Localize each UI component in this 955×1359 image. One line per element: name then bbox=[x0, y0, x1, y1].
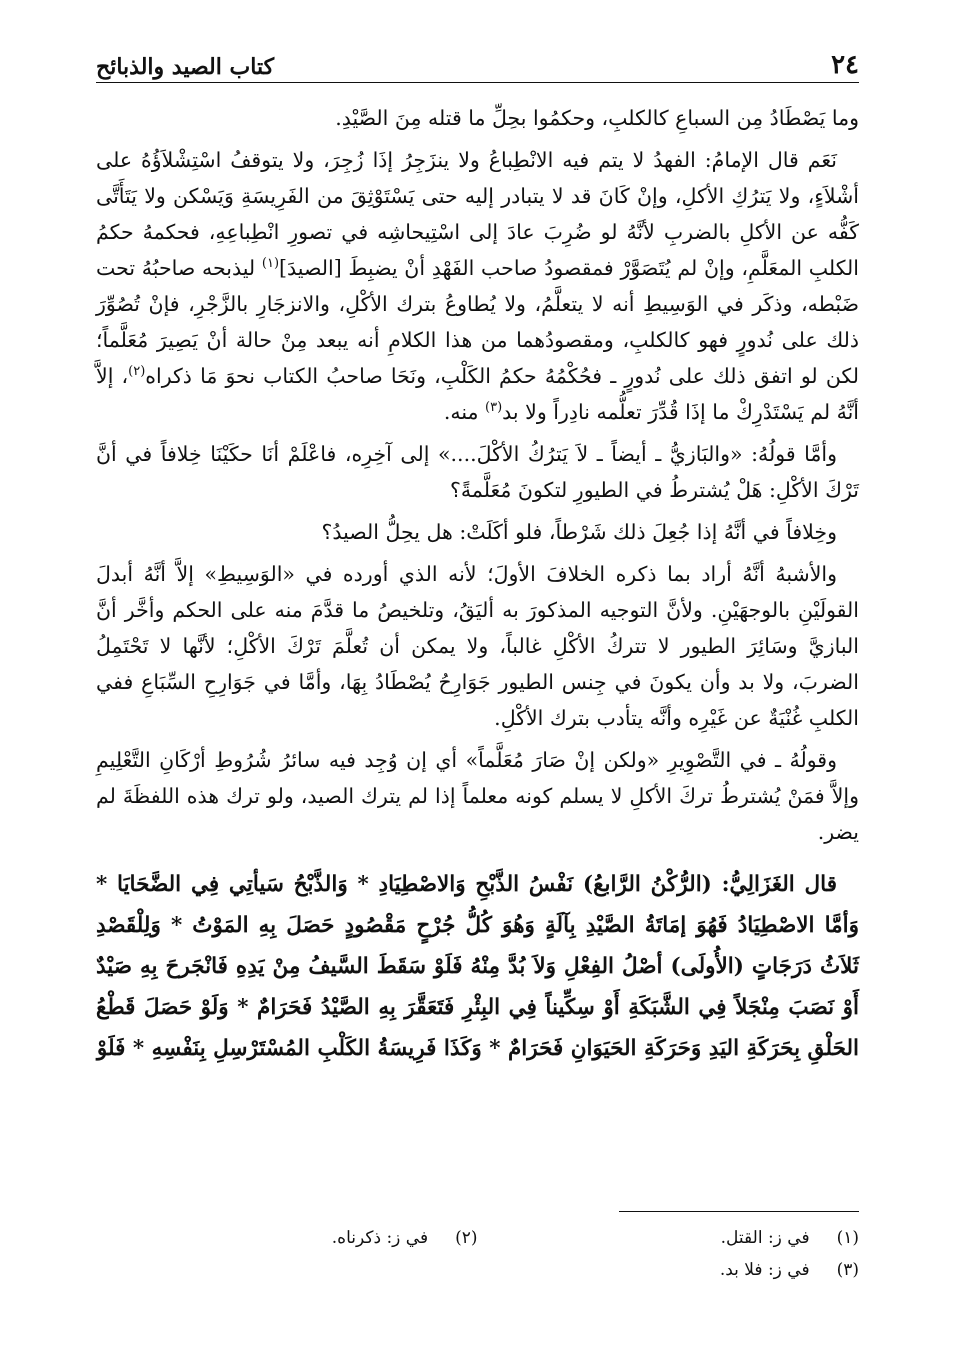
footnote-text: في ز: القتل. bbox=[720, 1228, 810, 1248]
footnote-ref[interactable]: (١) bbox=[261, 256, 280, 272]
footnote-text: في ز: ذكرناه. bbox=[331, 1228, 429, 1248]
footnotes bbox=[96, 1222, 859, 1286]
footnote-rule bbox=[619, 1211, 859, 1212]
footnote-number: (١) bbox=[836, 1228, 859, 1248]
page-header bbox=[96, 38, 859, 80]
footnote-text: في ز: فلا بد. bbox=[719, 1260, 810, 1280]
footnote bbox=[439, 1254, 859, 1286]
paragraph: وقولُهُ ـ في التَّصْوِيرِ «ولكن إنْ صَارَ مُعَلَّماً» أي إن وُجِد فيه سائرُ شُرُوطِ أرْكَانِ التَّعْلِيمِ وإلاَّ فمَنْ يُشترطُ تركَ الأكلِ لا يسلم كونه معلماً إذا لم يترك الصيد، ولو ترك هذه اللفظَةَ لم يضر. bbox=[96, 748, 859, 844]
page-number: ٢٤ bbox=[831, 50, 859, 80]
footnote-row bbox=[96, 1222, 859, 1254]
header-rule bbox=[96, 82, 859, 83]
footnote-number: (٣) bbox=[836, 1260, 859, 1280]
running-title: كتاب الصيد والذبائح bbox=[96, 54, 275, 80]
paragraph: والأشبهُ أنَّهُ أراد بما ذكره الخلافَ الأولَ؛ لأنه الذي أورده في «الوَسِيطِ» إلاَّ أنَّهُ أبدلَ القولَيْنِ بالوجهَيْنِ. ولأنَّ التوجيه المذكورَ به أليَقُ، وتلخيصُ ما قدَّمَ منه على الحكم وأخَّر أنَّ البازيَّ وسَائِرَ الطيور لا تتركُ الأكْلِ غالباً، ولا يمكن أن تُعلَّمَ تَرْكَ الأكْلِ؛ لأنَّها لا تَحْتَمِلُ الضربَ، ولا بد وأن يكونَ في جِنس الطيور جَوَارِحُ يُصْطَادُ بِهَا، وأمَّا في جَوَارِحِ السِّبَاعِ ففي الكلبِ غُنْيَةٌ عن غَيْرِه وأنَّه يتأدب بترك الأكْلِ. bbox=[96, 562, 859, 730]
footnote bbox=[96, 1222, 478, 1254]
paragraph: نَعَم قال الإمامُ: الفهدُ لا يتم فيه الانْطِباعُ ولا ينزَجِرُ إذَا زُجِرَ، ولا يتوقفُ اسْتِشْلاَؤُهُ على أشْلاَءٍ، ولا يَترُكِ الأكلِ، وإنْ كَانَ قد لا يتبادر إليه حتى يَسْتَوْثِقَ من الفَرِيسَةِ وَيَسْكن ولا يَتَأَتَّى كَفُّه عن الأكلِ بالضربِ لأنَّهُ لو ضُرِبَ عادَ إلى اسْتِيحاشِه في تصورِ انْطِباعِهِ، فحكمهُ حكمُ الكلبِ المعَلَّمِ، وإنْ لم يُتَصَوَّرْ فمقصودُ صاحب الفَهْدِ أنْ يضبِطَ [الصيدَ]$^{(١)}$ ليذبحه صاحبُهُ تحت ضَبْطه، وذكَر في الوَسِيطِ أنه لا يتعلَّمُ، ولا يُطاوعُ بترك الأكْلِ، والانزجَارِ بالزَّجْرِ، فإنْ تُصُوِّرَ ذلك على نُدورٍ فهو كالكلبِ، ومقصودُهما من هذا الكلامِ أنه يبعد مِنْ حالة أنْ يَصِيرَ مُعَلَّماً؛ لكن لو اتفق ذلك على نُدورٍ ـ فحُكْمُهُ حكمُ الكَلْبِ، ونَحَا صاحبُ الكتاب نحوَ مَا ذكراه$^{(٢)}$، إلاَّ أنَّهُ لم يَسْتَدْرِكْ ما إذَا قُدِّرَ تعلُّمه نادِراً ولا بد$^{(٣)}$ منه. bbox=[96, 148, 860, 424]
footnote-ref[interactable]: (٢) bbox=[128, 364, 146, 380]
footnote-ref[interactable]: (٣) bbox=[485, 400, 503, 416]
footnote bbox=[478, 1222, 860, 1254]
main-text bbox=[96, 100, 859, 1075]
paragraph: وما يَصْطَادُ مِن السباعِ كالكلبِ، وحكمُوا بحِلِّ ما قتله مِنَ الصَّيْدِ. bbox=[335, 106, 859, 130]
paragraph: وخِلافاً في أنَّهُ إذا جُعِلَ ذلك شَرْطاً، فلو أكَلَتْ: هل يحِلُّ الصيدُ؟ bbox=[321, 520, 837, 544]
footnote-row bbox=[96, 1254, 859, 1286]
footnote-number: (٢) bbox=[455, 1228, 478, 1248]
paragraph: وأمَّا قولُهُ: «والبَازيُّ ـ أيضاً ـ لاَ يَترُكُ الأكْلَ....» إلى آخِرِه، فاعْلَمْ أنَا حكَيْنَا خِلافاً في أنَّ تَرْكَ الأكْلِ: هَلْ يُشترطُ في الطيورِ لتكونَ مُعَلَّمةً؟ bbox=[96, 442, 859, 502]
quoted-text-paragraph: قال الغَزَالِيُّ: (الرُّكْنُ الرَّابعُ) نَفْسُ الذَّبْحِ وَالاصْطِيَادِ * وَالذَّبْحُ سَيأتِي فِي الضَّحَايَا * وَأمَّا الاصْطِيَادُ فَهُوَ إمَاتَةُ الصَّيْدِ بِآلَةٍ وَهُوَ كُلُّ جُرْحٍ مَقْصُودٍ حَصَلَ بِهِ المَوْتُ * وَلِلْقَصْدِ ثَلاَثُ دَرَجَاتٍ (الأُولَى) أصْلُ الفِعْلِ وَلاَ بُدَّ مِنْهُ فَلَوْ سَقَطَ السَّيفُ مِنْ يَدِهِ فَانْجَرحَ بِهِ صَيْدٌ أَوْ نَصَبَ مِنْجَلاً فِي الشَّبَكَةِ أَوْ سِكِّيناً فِي البِئْرِ فَتَعَقَّرَ بِهِ الصَّيْدُ فَحَرَامٌ * وَلَوْ حَصَلَ قَطْعُ الحَلْقِ بِحَرَكَةِ اليَدِ وَحَرَكَةِ الحَيَوَانِ فَحَرَامٌ * وَكَذَا فَرِيسَةُ الكَلْبِ المُسْتَرْسِلِ بِنَفْسِهِ * فَلَوْ bbox=[96, 872, 859, 1061]
